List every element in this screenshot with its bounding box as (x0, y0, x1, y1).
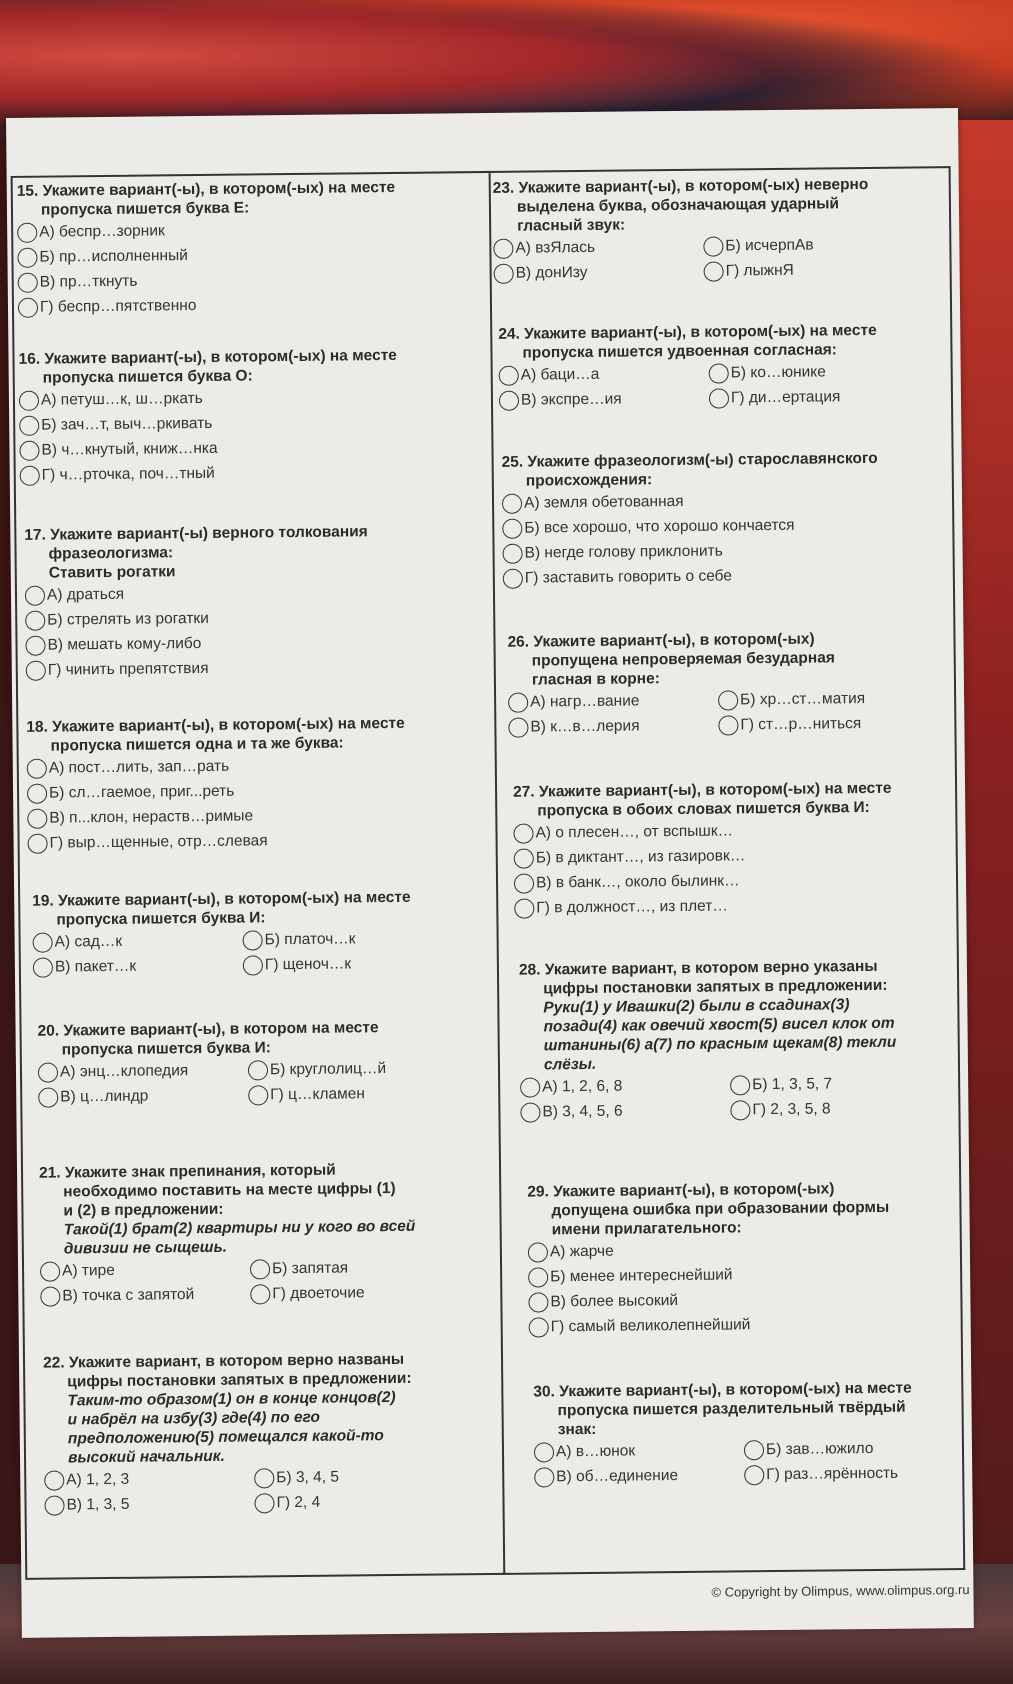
radio-circle-icon[interactable] (703, 236, 723, 256)
option[interactable]: Б) 1, 3, 5, 7 (730, 1070, 940, 1097)
option[interactable]: В) точка с запятой (40, 1282, 250, 1309)
question-20: 20. Укажите вариант(-ы), в котором на месте пропуска пишется буква И: А) энц…клопедия Б) круглолиц…й В) ц…линдр Г) ц…кламен (37, 1017, 458, 1109)
option[interactable]: Б) круглолиц…й (248, 1055, 458, 1082)
option[interactable]: А) земля обетованная (502, 487, 878, 516)
option[interactable]: Б) запятая (250, 1254, 460, 1281)
radio-circle-icon[interactable] (254, 1493, 274, 1513)
option[interactable]: В) к…в…лерия (508, 713, 718, 740)
radio-circle-icon[interactable] (513, 823, 533, 843)
radio-circle-icon[interactable] (744, 1465, 764, 1485)
radio-circle-icon[interactable] (250, 1284, 270, 1304)
option[interactable]: Б) в диктант…, из газировк… (514, 842, 893, 871)
option[interactable]: Б) сл…гаемое, приг...реть (27, 777, 406, 806)
option[interactable]: Г) ц…кламен (248, 1080, 458, 1107)
question-16: 16. Укажите вариант(-ы), в котором(-ых) на месте пропуска пишется буква О: А) петуш…к, ш…ркать Б) зач…т, выч…ркивать В) ч…кнутый, книж…нка Г) ч…рточка, поч…тный (18, 346, 398, 488)
radio-circle-icon[interactable] (254, 1468, 274, 1488)
option[interactable]: Г) ч…рточка, поч…тный (20, 459, 399, 488)
option[interactable]: Б) зав…южило (744, 1435, 954, 1462)
question-30: 30. Укажите вариант(-ы), в котором(-ых) на месте пропуска пишется разделительный твёрдый знак: А) в…юнок Б) зав…южило В) об…единение Г) раз…ярённость (533, 1378, 954, 1489)
radio-circle-icon[interactable] (248, 1060, 268, 1080)
radio-circle-icon[interactable] (19, 440, 39, 460)
option[interactable]: А) энц…клопедия (38, 1058, 248, 1085)
radio-circle-icon[interactable] (19, 415, 39, 435)
option[interactable]: В) мешать кому-либо (25, 629, 369, 658)
option[interactable]: В) экспре…ия (499, 386, 709, 413)
radio-circle-icon[interactable] (520, 1077, 540, 1097)
option[interactable]: Г) в должност…, из плет… (514, 892, 893, 921)
radio-circle-icon[interactable] (709, 388, 729, 408)
radio-circle-icon[interactable] (718, 715, 738, 735)
radio-circle-icon[interactable] (25, 635, 45, 655)
radio-circle-icon[interactable] (25, 610, 45, 630)
radio-circle-icon[interactable] (494, 263, 514, 283)
option[interactable]: А) о плесен…, от вспышк… (513, 817, 892, 846)
option[interactable]: А) 1, 2, 3 (44, 1465, 254, 1492)
option[interactable]: А) пост…лить, зап…рать (27, 752, 406, 781)
radio-circle-icon[interactable] (17, 222, 37, 242)
option[interactable]: Б) все хорошо, что хорошо кончается (502, 512, 878, 541)
question-24: 24. Укажите вариант(-ы), в котором(-ых) на месте пропуска пишется удвоенная согласная: А) баци…а Б) ко…юнике В) экспре…ия Г) ди…ертация (498, 320, 919, 412)
radio-circle-icon[interactable] (508, 717, 528, 737)
question-29: 29. Укажите вариант(-ы), в котором(-ых) допущена ошибка при образовании формы имени прилагательного: А) жарче Б) менее интереснейший В) более высокий Г) самый великолепнейший (527, 1179, 890, 1340)
option[interactable]: В) пр…ткнуть (18, 266, 397, 295)
option[interactable]: Б) платоч…к (242, 925, 452, 952)
radio-circle-icon[interactable] (248, 1085, 268, 1105)
radio-circle-icon[interactable] (33, 932, 53, 952)
radio-circle-icon[interactable] (25, 585, 45, 605)
radio-circle-icon[interactable] (27, 758, 47, 778)
radio-circle-icon[interactable] (38, 1062, 58, 1082)
question-17: 17. Укажите вариант(-ы) верного толкования фразеологизма: Ставить рогатки А) драться Б) стрелять из рогатки В) мешать кому-либо Г) чинить препятствия (24, 522, 369, 683)
option[interactable]: Г) заставить говорить о себе (503, 562, 879, 591)
radio-circle-icon[interactable] (493, 238, 513, 258)
radio-circle-icon[interactable] (704, 261, 724, 281)
option[interactable]: Б) 3, 4, 5 (254, 1463, 464, 1490)
option[interactable]: А) беспр…зорник (17, 216, 396, 245)
radio-circle-icon[interactable] (40, 1261, 60, 1281)
radio-circle-icon[interactable] (508, 692, 528, 712)
option[interactable]: Г) щеноч…к (243, 950, 453, 977)
option[interactable]: Б) менее интереснейший (528, 1261, 890, 1290)
question-23: 23. Укажите вариант(-ы), в котором(-ых) неверно выделена буква, обозначающая ударный гласный звук: А) взЯлась Б) исчерпАв В) донИзу Г) лыжнЯ (493, 175, 914, 286)
copyright-footer: © Copyright by Olimpus, www.olimpus.org.ru (711, 1581, 970, 1600)
radio-circle-icon[interactable] (27, 808, 47, 828)
radio-circle-icon[interactable] (17, 247, 37, 267)
radio-circle-icon[interactable] (534, 1442, 554, 1462)
option[interactable]: Г) лыжнЯ (704, 257, 914, 284)
question-15: 15. Укажите вариант(-ы), в котором(-ых) на месте пропуска пишется буква Е: А) беспр…зорник Б) пр…исполненный В) пр…ткнуть Г) беспр…пятственно (17, 178, 397, 320)
option[interactable]: Б) исчерпАв (703, 232, 913, 259)
radio-circle-icon[interactable] (503, 568, 523, 588)
option[interactable]: Б) зач…т, выч…ркивать (19, 409, 398, 438)
radio-circle-icon[interactable] (20, 465, 40, 485)
radio-circle-icon[interactable] (730, 1100, 750, 1120)
question-26: 26. Укажите вариант(-ы), в котором(-ых) пропущена непроверяемая безударная гласная в корне: А) нагр…вание Б) хр…ст…матия В) к…в…лерия Г) ст…р…ниться (507, 628, 928, 739)
radio-circle-icon[interactable] (514, 848, 534, 868)
radio-circle-icon[interactable] (243, 930, 263, 950)
radio-circle-icon[interactable] (18, 272, 38, 292)
radio-circle-icon[interactable] (529, 1317, 549, 1337)
radio-circle-icon[interactable] (38, 1087, 58, 1107)
radio-circle-icon[interactable] (44, 1470, 64, 1490)
question-27: 27. Укажите вариант(-ы), в котором(-ых) на месте пропуска в обоих словах пишется буква И: А) о плесен…, от вспышк… Б) в диктант…, из газировк… В) в банк…, около былинк… Г) в должност…, из плет… (513, 779, 893, 921)
question-28: 28. Укажите вариант, в котором верно указаны цифры постановки запятых в предложении: Руки(1) у Ивашки(2) были в ссадинах(3) позади(4) как овечий хвост(5) висел клок от штанины(6) а(7) по красным щекам(8) текли слёзы. А) 1, 2, 6, 8 Б) 1, 3, 5, 7 В) 3, 4, 5, 6 Г) 2, 3, 5, 8 (519, 956, 941, 1124)
option[interactable]: А) тире (40, 1257, 250, 1284)
option[interactable]: В) ц…линдр (38, 1083, 248, 1110)
radio-circle-icon[interactable] (40, 1286, 60, 1306)
radio-circle-icon[interactable] (499, 365, 519, 385)
option[interactable]: В) 3, 4, 5, 6 (520, 1097, 730, 1124)
radio-circle-icon[interactable] (502, 493, 522, 513)
test-sheet (6, 108, 974, 1638)
radio-circle-icon[interactable] (744, 1440, 764, 1460)
option[interactable]: Г) чинить препятствия (26, 654, 370, 683)
option[interactable]: Б) пр…исполненный (17, 241, 396, 270)
option[interactable]: Г) 2, 4 (254, 1488, 464, 1515)
question-25: 25. Укажите фразеологизм(-ы) старославянского происхождения: А) земля обетованная Б) все хорошо, что хорошо кончается В) негде голову приклонить Г) заставить говорить о себе (502, 449, 879, 591)
option[interactable]: А) нагр…вание (508, 688, 718, 715)
option[interactable]: Г) 2, 3, 5, 8 (730, 1095, 940, 1122)
radio-circle-icon[interactable] (528, 1242, 548, 1262)
option[interactable]: А) петуш…к, ш…ркать (19, 384, 398, 413)
radio-circle-icon[interactable] (27, 783, 47, 803)
radio-circle-icon[interactable] (33, 957, 53, 977)
option[interactable]: В) негде голову приклонить (502, 537, 878, 566)
option[interactable]: В) ч…кнутый, книж…нка (19, 434, 398, 463)
radio-circle-icon[interactable] (27, 833, 47, 853)
radio-circle-icon[interactable] (243, 955, 263, 975)
option[interactable]: В) пакет…к (33, 953, 243, 980)
radio-circle-icon[interactable] (718, 690, 738, 710)
option[interactable]: В) об…единение (534, 1462, 744, 1489)
radio-circle-icon[interactable] (18, 297, 38, 317)
option[interactable]: Г) раз…ярённость (744, 1460, 954, 1487)
option[interactable]: Г) двоеточие (250, 1279, 460, 1306)
radio-circle-icon[interactable] (499, 390, 519, 410)
radio-circle-icon[interactable] (19, 390, 39, 410)
radio-circle-icon[interactable] (520, 1102, 540, 1122)
option[interactable]: Г) ст…р…ниться (718, 710, 928, 737)
option[interactable]: А) взЯлась (493, 234, 703, 261)
radio-circle-icon[interactable] (502, 543, 522, 563)
option[interactable]: В) в банк…, около былинк… (514, 867, 893, 896)
option[interactable]: А) драться (25, 579, 369, 608)
question-21: 21. Укажите знак препинания, который необходимо поставить на месте цифры (1) и (2) в предложении: Такой(1) брат(2) квартиры ни у кого во всей дивизии не сыщешь. А) тире Б) запятая В) точка с запятой Г) двоеточие (39, 1159, 460, 1308)
option[interactable]: Г) выр…щенные, отр…слевая (27, 827, 406, 856)
question-19: 19. Укажите вариант(-ы), в котором(-ых) на месте пропуска пишется буква И: А) сад…к Б) платоч…к В) пакет…к Г) щеноч…к (32, 887, 453, 979)
radio-circle-icon[interactable] (709, 363, 729, 383)
option[interactable]: А) жарче (528, 1236, 890, 1265)
radio-circle-icon[interactable] (26, 660, 46, 680)
radio-circle-icon[interactable] (514, 873, 534, 893)
radio-circle-icon[interactable] (502, 518, 522, 538)
radio-circle-icon[interactable] (44, 1495, 64, 1515)
option[interactable]: А) в…юнок (534, 1437, 744, 1464)
option[interactable]: Г) самый великолепнейший (529, 1311, 891, 1340)
option[interactable]: А) 1, 2, 6, 8 (520, 1072, 730, 1099)
option[interactable]: В) п...клон, нераств…римые (27, 802, 406, 831)
radio-circle-icon[interactable] (730, 1075, 750, 1095)
option[interactable]: Б) ко…юнике (709, 358, 919, 385)
option[interactable]: В) более высокий (528, 1286, 890, 1315)
radio-circle-icon[interactable] (528, 1292, 548, 1312)
question-18: 18. Укажите вариант(-ы), в котором(-ых) на месте пропуска пишется одна и та же буква: А) пост…лить, зап…рать Б) сл…гаемое, приг...реть В) п...клон, нераств…римые Г) выр…щенные, отр…слевая (26, 714, 406, 856)
option[interactable]: Б) хр…ст…матия (718, 685, 928, 712)
option[interactable]: Г) ди…ертация (709, 383, 919, 410)
question-22: 22. Укажите вариант, в котором верно названы цифры постановки запятых в предложении: Таким-то образом(1) он в конце концов(2) и набрёл на избу(3) где(4) по его предположению(5) помещался какой-то высокий начальник. А) 1, 2, 3 Б) 3, 4, 5 В) 1, 3, 5 Г) 2, 4 (43, 1349, 465, 1517)
option[interactable]: В) донИзу (494, 259, 704, 286)
radio-circle-icon[interactable] (534, 1467, 554, 1487)
option[interactable]: А) баци…а (499, 361, 709, 388)
radio-circle-icon[interactable] (514, 898, 534, 918)
option[interactable]: Б) стрелять из рогатки (25, 604, 369, 633)
option[interactable]: В) 1, 3, 5 (44, 1490, 254, 1517)
radio-circle-icon[interactable] (528, 1267, 548, 1287)
option[interactable]: Г) беспр…пятственно (18, 291, 397, 320)
radio-circle-icon[interactable] (250, 1259, 270, 1279)
option[interactable]: А) сад…к (33, 928, 243, 955)
